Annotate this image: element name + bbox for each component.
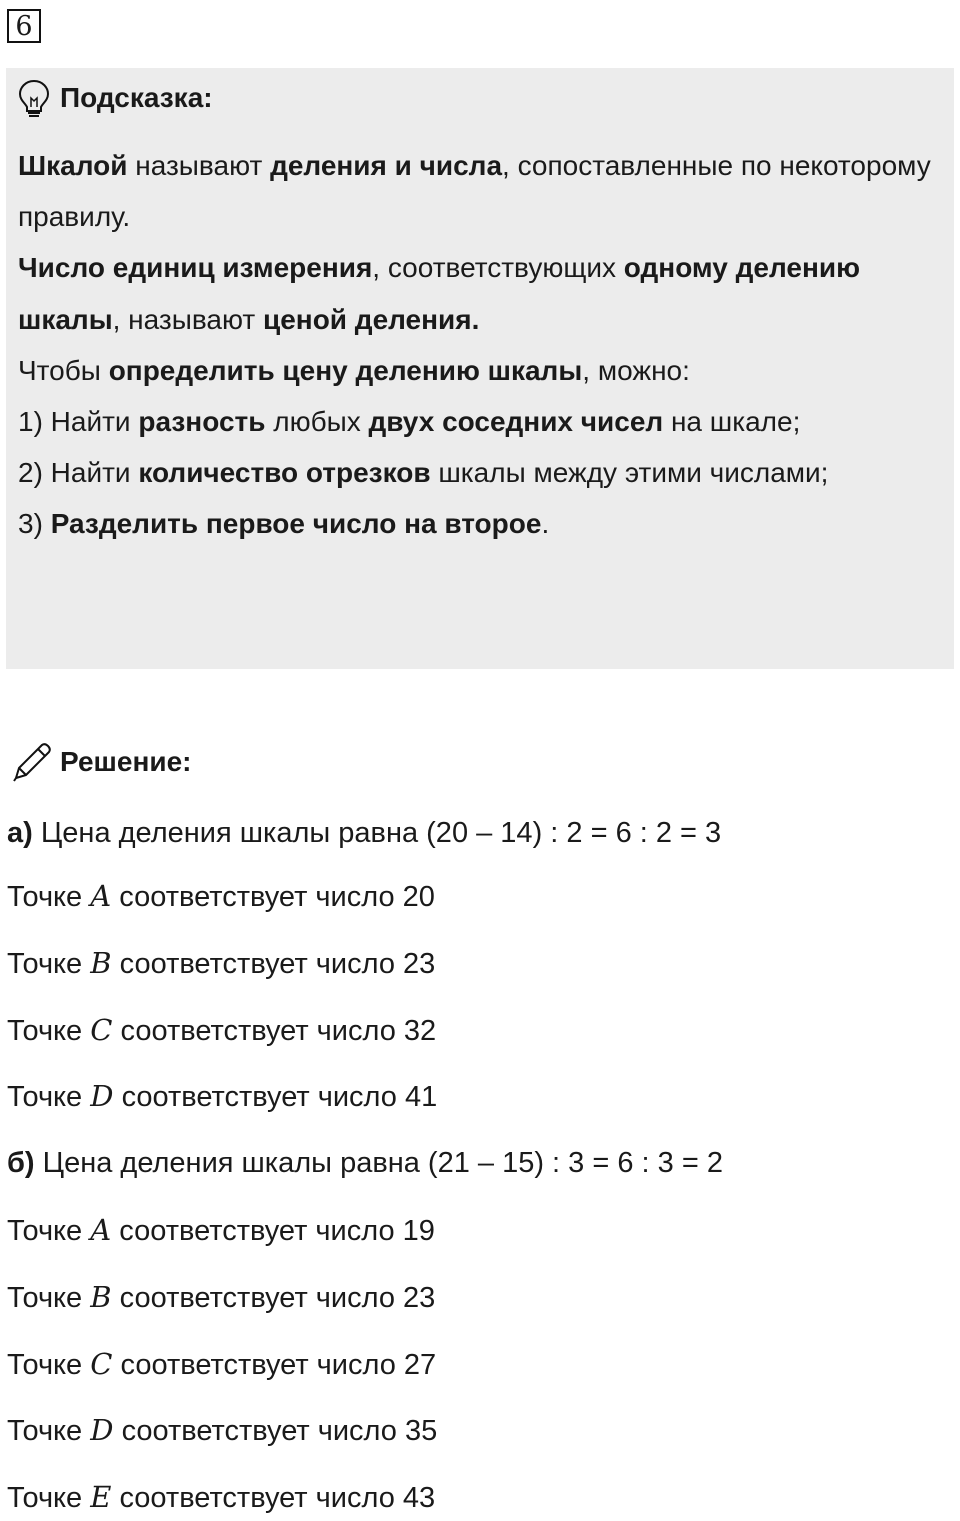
hint-step-2 xyxy=(18,447,938,498)
hint-header xyxy=(16,78,213,118)
text: Точке xyxy=(7,1081,91,1113)
hint-title: Подсказка: xyxy=(60,82,213,113)
text: соответствует число 35 xyxy=(113,1415,438,1447)
text: соответствует число 43 xyxy=(111,1482,436,1514)
text: Точке xyxy=(7,1349,91,1381)
text: 2) Найти xyxy=(18,457,139,489)
text: Точке xyxy=(7,881,91,913)
point-variable: C xyxy=(90,1347,113,1381)
text: соответствует число 32 xyxy=(112,1015,437,1047)
text: соответствует число 19 xyxy=(111,1215,435,1247)
point-variable: A xyxy=(90,1213,112,1247)
point-variable: C xyxy=(90,1013,113,1047)
point-variable: B xyxy=(90,1280,112,1314)
list-item xyxy=(7,876,435,916)
hint-step-3 xyxy=(18,498,938,549)
list-item xyxy=(7,1076,437,1116)
list-item xyxy=(7,1210,435,1250)
text: на шкале; xyxy=(663,406,801,438)
text: 1) Найти xyxy=(18,406,139,438)
list-item xyxy=(7,1010,436,1050)
list-item xyxy=(7,1277,435,1317)
text: . xyxy=(471,303,480,335)
text: , можно: xyxy=(582,354,690,386)
hint-body xyxy=(18,140,938,550)
part-label: а) xyxy=(7,817,33,849)
term: одному делению шкалы xyxy=(18,252,861,335)
term: определить цену делению шкалы xyxy=(108,354,583,386)
part-label: б) xyxy=(7,1147,35,1179)
solution-title: Решение: xyxy=(60,746,192,777)
text: Точке xyxy=(7,1415,91,1447)
text: , сопоставленные по некоторому правилу. xyxy=(18,150,931,233)
text: соответствует число 23 xyxy=(111,948,436,980)
term: Число единиц измерения xyxy=(18,252,373,284)
hint-box xyxy=(6,68,954,669)
text: . xyxy=(541,508,550,540)
solution-header xyxy=(10,740,191,784)
hint-paragraph-2 xyxy=(18,242,938,344)
pencil-icon xyxy=(10,740,54,784)
text: соответствует число 23 xyxy=(111,1282,436,1314)
text: Точке xyxy=(7,1015,91,1047)
task-number: 6 xyxy=(7,9,41,43)
term: двух соседних чисел xyxy=(368,406,664,438)
list-item xyxy=(7,1344,436,1384)
hint-paragraph-1 xyxy=(18,140,938,242)
term: деления и числа xyxy=(270,150,503,181)
list-item xyxy=(7,1477,435,1517)
point-variable: E xyxy=(90,1480,112,1514)
term: Разделить первое число на второе xyxy=(50,508,542,540)
point-variable: B xyxy=(90,946,112,980)
point-variable: A xyxy=(90,879,112,913)
part-text: Цена деления шкалы равна (20 – 14) : 2 = 6 : 2 = 3 xyxy=(32,817,722,849)
part-b-header xyxy=(7,1143,723,1183)
text: 3) xyxy=(18,508,51,540)
term: разность xyxy=(138,406,266,438)
part-a-header xyxy=(7,813,721,853)
lightbulb-icon xyxy=(16,78,52,118)
text: , соответствующих xyxy=(372,252,624,284)
text: Точке xyxy=(7,1215,91,1247)
text: Точке xyxy=(7,1282,91,1314)
text: соответствует число 20 xyxy=(111,881,435,913)
text: Точке xyxy=(7,948,91,980)
text: , называют xyxy=(112,303,263,335)
text: шкалы между этими числами; xyxy=(430,457,829,489)
point-variable: D xyxy=(90,1079,114,1113)
list-item xyxy=(7,943,435,983)
term: количество отрезков xyxy=(138,457,431,489)
hint-step-1 xyxy=(18,396,938,447)
text: называют xyxy=(127,150,271,181)
term: ценой деления xyxy=(263,303,472,335)
text: соответствует число 27 xyxy=(112,1349,437,1381)
term: Шкалой xyxy=(18,150,128,181)
text: любых xyxy=(265,406,369,438)
point-variable: D xyxy=(90,1413,114,1447)
hint-paragraph-3 xyxy=(18,345,938,396)
list-item xyxy=(7,1410,437,1450)
text: Точке xyxy=(7,1482,91,1514)
part-text: Цена деления шкалы равна (21 – 15) : 3 = 6 : 3 = 2 xyxy=(34,1147,723,1179)
text: Чтобы xyxy=(18,354,109,386)
text: соответствует число 41 xyxy=(113,1081,438,1113)
